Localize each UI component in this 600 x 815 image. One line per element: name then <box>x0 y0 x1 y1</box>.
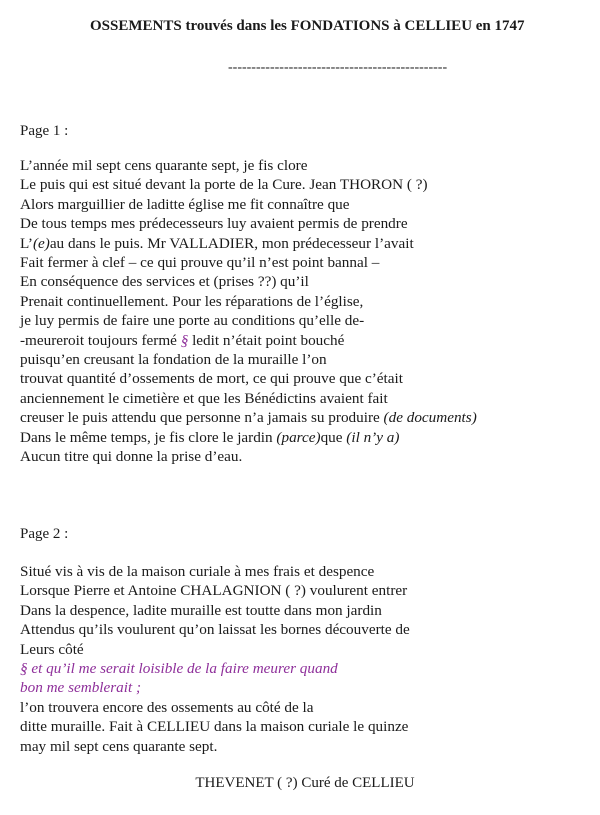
annotation-italic: (il n’y a) <box>346 428 400 446</box>
page1-line: Le puis qui est situé devant la porte de la Cure. Jean THORON ( ?) <box>20 176 428 194</box>
page1-line: De tous temps mes prédecesseurs luy avaient permis de prendre <box>20 215 408 233</box>
page1-line: Alors marguillier de laditte église me fit connaître que <box>20 195 350 213</box>
page1-text <box>20 156 594 467</box>
page2-line: may mil sept cens quarante sept. <box>20 737 218 755</box>
page1-line: trouvat quantité d’ossements de mort, ce qui prouve que c’était <box>20 370 403 388</box>
annotation-italic: (de documents) <box>383 409 477 427</box>
page2-line: Attendus qu’ils voulurent qu’on laissat les bornes découverte de <box>20 621 410 639</box>
annotation-italic: (parce) <box>276 428 321 446</box>
page1-line <box>20 331 594 350</box>
signature: THEVENET ( ?) Curé de CELLIEU <box>195 775 415 791</box>
page2-line: Dans la despence, ladite muraille est toutte dans mon jardin <box>20 601 382 619</box>
page2-line: Situé vis à vis de la maison curiale à mes frais et despence <box>20 563 375 580</box>
page2-line: ditte muraille. Fait à CELLIEU dans la maison curiale le quinze <box>20 718 409 736</box>
section-mark: § <box>180 331 189 349</box>
page2-line: Leurs côté <box>20 640 84 658</box>
page1-heading: Page 1 : <box>20 123 69 139</box>
page2-line: Lorsque Pierre et Antoine CHALAGNION ( ?) voulurent entrer <box>20 582 408 600</box>
page2-text <box>20 562 594 756</box>
page1-line: L’année mil sept cens quarante sept, je fis clore <box>20 157 308 174</box>
page1-line <box>20 428 594 447</box>
page1-line: je luy permis de faire une porte au conditions qu’elle de- <box>20 312 365 330</box>
title-separator: ----------------------------------------------- <box>228 60 448 75</box>
text-segment: -meureroit toujours fermé <box>20 331 181 349</box>
page2-line: l’on trouvera encore des ossements au côté de la <box>20 698 314 716</box>
text-segment: au dans le puis. Mr VALLADIER, mon prédecesseur l’avait <box>49 234 414 252</box>
text-segment: que <box>320 428 347 446</box>
page1-line: anciennement le cimetière et que les Bénédictins avaient fait <box>20 389 388 407</box>
page2-annotation-line: § et qu’il me serait loisible de la faire meurer quand <box>20 660 338 678</box>
page1-line: Fait fermer à clef – ce qui prouve qu’il n’est point bannal – <box>20 254 380 272</box>
page1-line <box>20 408 594 427</box>
text-segment: ledit n’était point bouché <box>188 331 345 349</box>
page2-annotation-line: bon me semblerait ; <box>20 679 142 697</box>
page1-line: puisqu’en creusant la fondation de la muraille l’on <box>20 351 327 369</box>
page1-line: En conséquence des services et (prises ??) qu’il <box>20 273 309 291</box>
page2-heading: Page 2 : <box>20 526 69 542</box>
text-segment: L’ <box>20 234 33 252</box>
page1-line: Prenait continuellement. Pour les réparations de l’église, <box>20 292 364 310</box>
text-segment: Dans le même temps, je fis clore le jardin <box>20 428 277 446</box>
annotation-italic: (e) <box>32 234 50 252</box>
document-title: OSSEMENTS trouvés dans les FONDATIONS à CELLIEU en 1747 <box>90 18 525 34</box>
text-segment: creuser le puis attendu que personne n’a jamais su produire <box>20 409 384 427</box>
page1-line: Aucun titre qui donne la prise d’eau. <box>20 448 243 466</box>
page1-line <box>20 234 594 253</box>
